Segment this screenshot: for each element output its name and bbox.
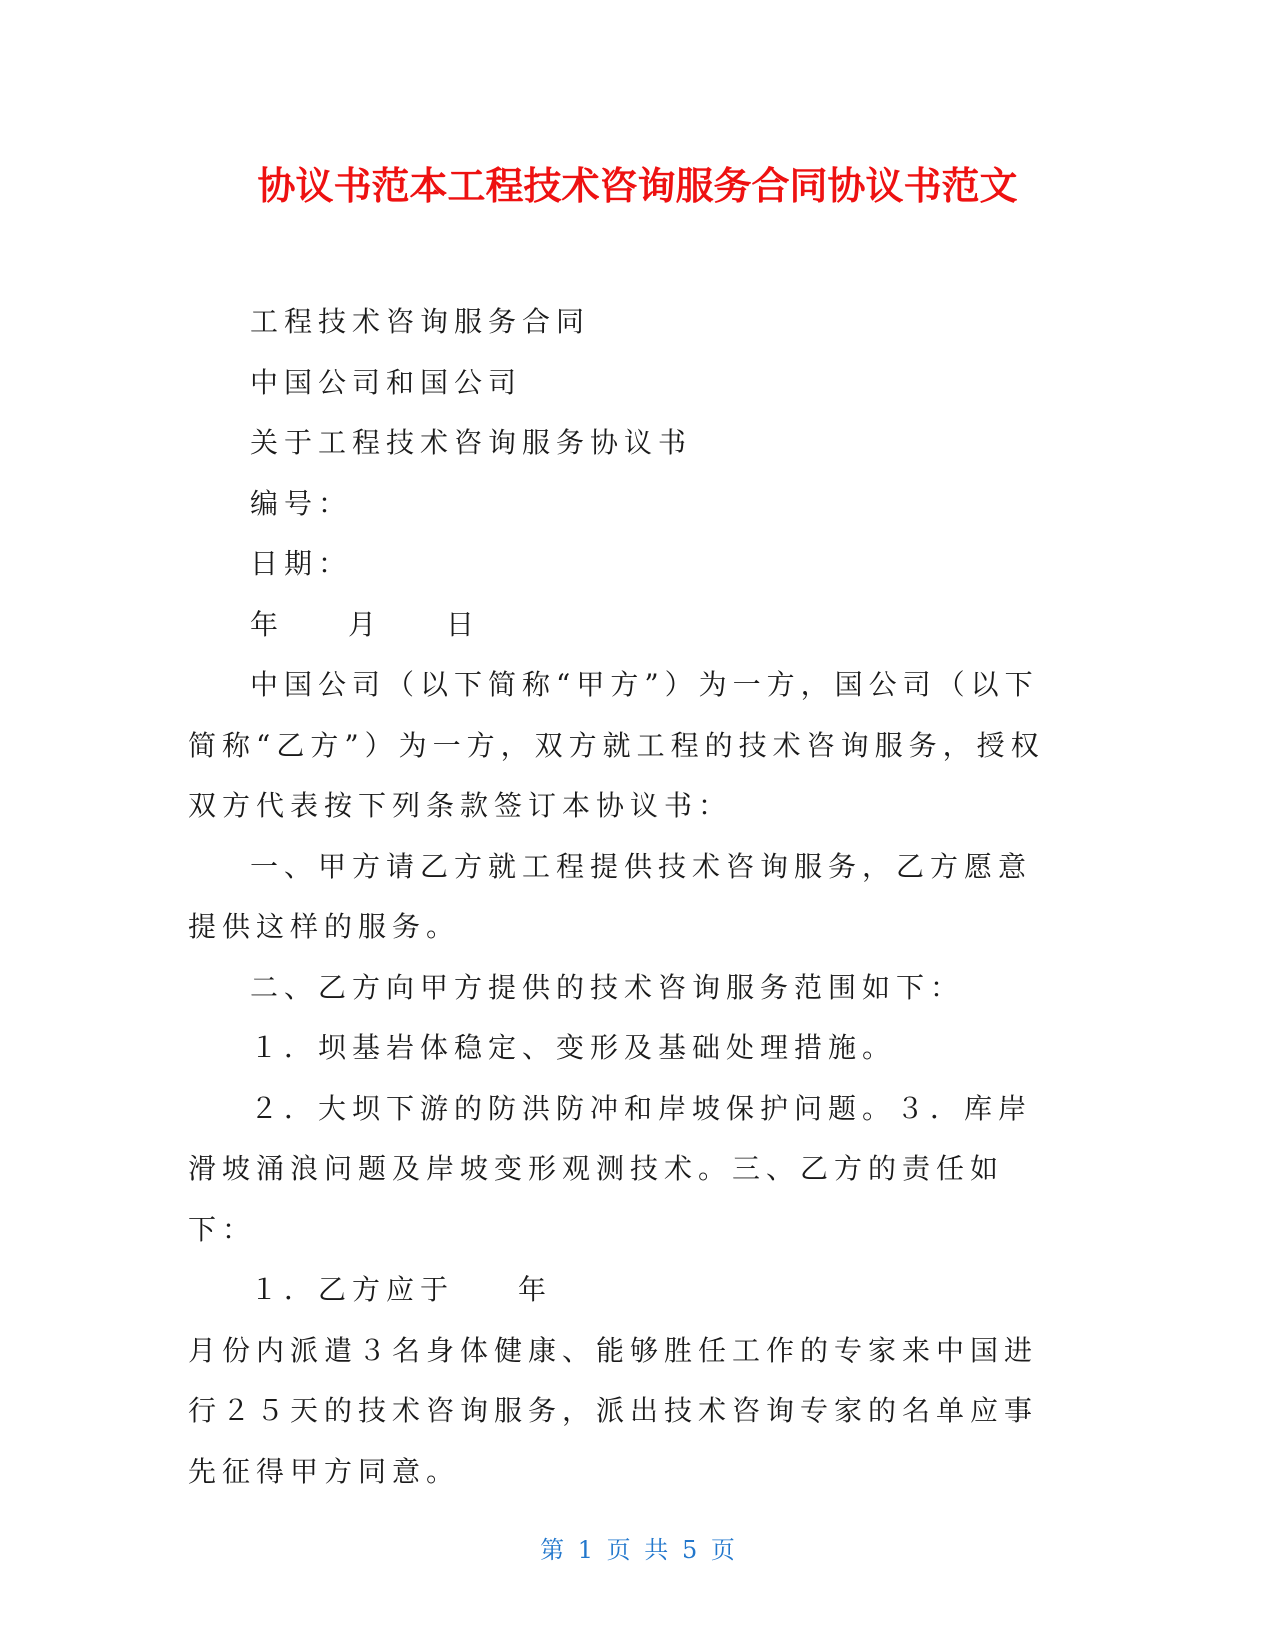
duty-1-text: １．乙方应于 [250,1273,455,1306]
paragraph-contract-name: 工程技术咨询服务合同 [250,305,591,338]
paragraph-date-fields [188,595,1056,656]
document-body [188,292,1056,1502]
paragraph-duty-1-continued: 月份内派遣３名身体健康、能够胜任工作的专家来中国进行２５天的技术咨询服务，派出技术咨询专家的名单应事先征得甲方同意。 [188,1333,1039,1488]
date-day-label: 日 [446,607,481,641]
date-year-label: 年 [250,607,285,641]
paragraph-parties: 中国公司和国公司 [250,365,523,399]
paragraph-clause-1: 一、甲方请乙方就工程提供技术咨询服务，乙方愿意提供这样的服务。 [188,849,1033,943]
paragraph-preamble: 中国公司（以下简称“甲方”）为一方，国公司（以下简称“乙方”）为一方，双方就工程的技术咨询服务，授权双方代表按下列条款签订本协议书： [188,668,1045,822]
paragraph-agreement-name: 关于工程技术咨询服务协议书 [250,426,693,459]
paragraph-number: 编号： [250,486,353,520]
document-title: 协议书范本工程技术咨询服务合同协议书范文 [257,164,1018,208]
duty-1-year: 年 [518,1273,553,1306]
paragraph-duty-1 [188,1260,1056,1321]
paragraph-item-1: １．坝基岩体稳定、变形及基础处理措施。 [250,1031,897,1064]
paragraph-clause-2: 二、乙方向甲方提供的技术咨询服务范围如下： [250,970,965,1004]
page-indicator: 第 1 页 共 5 页 [540,1536,735,1564]
date-month-label: 月 [348,607,383,641]
paragraph-date: 日期： [250,547,353,580]
paragraph-item-2-3: ２．大坝下游的防洪防冲和岸坡保护问题。３．库岸滑坡涌浪问题及岸坡变形观测技术。三、乙方的责任如下： [188,1091,1033,1246]
